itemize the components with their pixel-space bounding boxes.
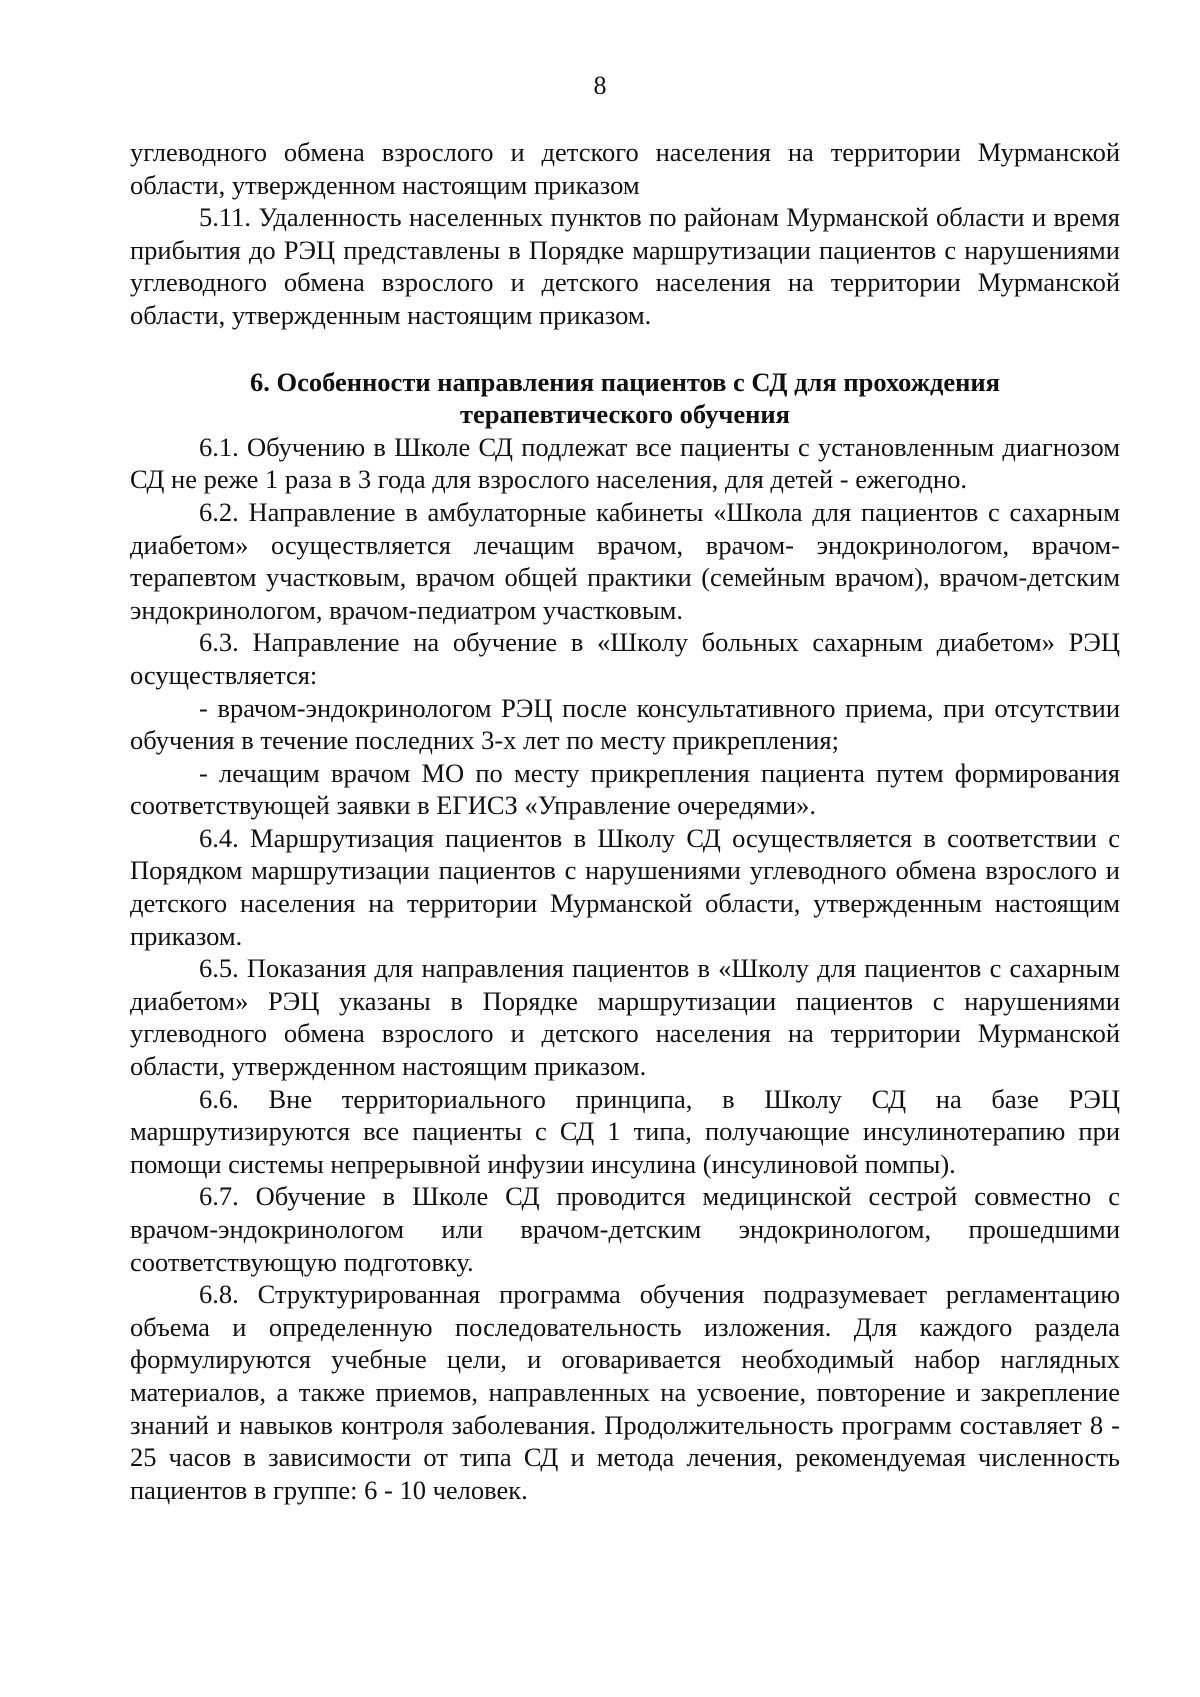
paragraph-continuation: углеводного обмена взрослого и детского населения на территории Мурманской области, утвержденном настоящим приказом <box>130 137 1120 200</box>
page-number: 8 <box>593 71 607 100</box>
paragraph-6-2: 6.2. Направление в амбулаторные кабинеты «Школа для пациентов с сахарным диабетом» осуществляется лечащим врачом, врачом- эндокринологом, врачом-терапевтом участковым, врачом общей практики (семейным врачом), врачом-детским эндокринологом, врачом-педиатром участковым. <box>130 496 1120 625</box>
document-body <box>130 136 1120 1506</box>
paragraph-6-5: 6.5. Показания для направления пациентов в «Школу для пациентов с сахарным диабетом» РЭЦ указаны в Порядке маршрутизации пациентов с нарушениями углеводного обмена взрослого и детского населения на территории Мурманской области, утвержденном настоящим приказом. <box>130 953 1120 1082</box>
paragraph-6-3-item-b: - лечащим врачом МО по месту прикрепления пациента путем формирования соответствующей заявки в ЕГИСЗ «Управление очередями». <box>130 757 1120 821</box>
section-6-heading-line-1: 6. Особенности направления пациентов с СД для прохождения <box>249 366 1001 397</box>
section-6-heading <box>130 366 1120 431</box>
paragraph-6-3-item-a: - врачом-эндокринологом РЭЦ после консультативного приема, при отсутствии обучения в течение последних 3-х лет по месту прикрепления; <box>130 692 1120 756</box>
paragraph-5-11: 5.11. Удаленность населенных пунктов по районам Мурманской области и время прибытия до РЭЦ представлены в Порядке маршрутизации пациентов с нарушениями углеводного обмена взрослого и детского населения на территории Мурманской области, утвержденным настоящим приказом. <box>130 202 1120 330</box>
paragraph-6-4: 6.4. Маршрутизация пациентов в Школу СД осуществляется в соответствии с Порядком маршрутизации пациентов с нарушениями углеводного обмена взрослого и детского населения на территории Мурманской области, утвержденным настоящим приказом. <box>130 822 1120 951</box>
paragraph-6-1: 6.1. Обучению в Школе СД подлежат все пациенты с установленным диагнозом СД не реже 1 раза в 3 года для взрослого населения, для детей - ежегодно. <box>130 431 1120 495</box>
paragraph-6-8: 6.8. Структурированная программа обучения подразумевает регламентацию объема и определенную последовательность изложения. Для каждого раздела формулируются учебные цели, и оговаривается необходимый набор наглядных материалов, а также приемов, направленных на усвоение, повторение и закрепление знаний и навыков контроля заболевания. Продолжительность программ составляет 8 - 25 часов в зависимости от типа СД и метода лечения, рекомендуемая численность пациентов в группе: 6 - 10 человек. <box>130 1279 1120 1505</box>
paragraph-6-6: 6.6. Вне территориального принципа, в Школу СД на базе РЭЦ маршрутизируются все пациенты с СД 1 типа, получающие инсулинотерапию при помощи системы непрерывной инфузии инсулина (инсулиновой помпы). <box>130 1083 1120 1179</box>
section-6-heading-line-2: терапевтического обучения <box>460 399 790 430</box>
paragraph-6-7: 6.7. Обучение в Школе СД проводится медицинской сестрой совместно с врачом-эндокринологом или врачом-детским эндокринологом, прошедшими соответствующую подготовку. <box>130 1181 1120 1277</box>
paragraph-6-3: 6.3. Направление на обучение в «Школу больных сахарным диабетом» РЭЦ осуществляется: <box>130 627 1120 690</box>
